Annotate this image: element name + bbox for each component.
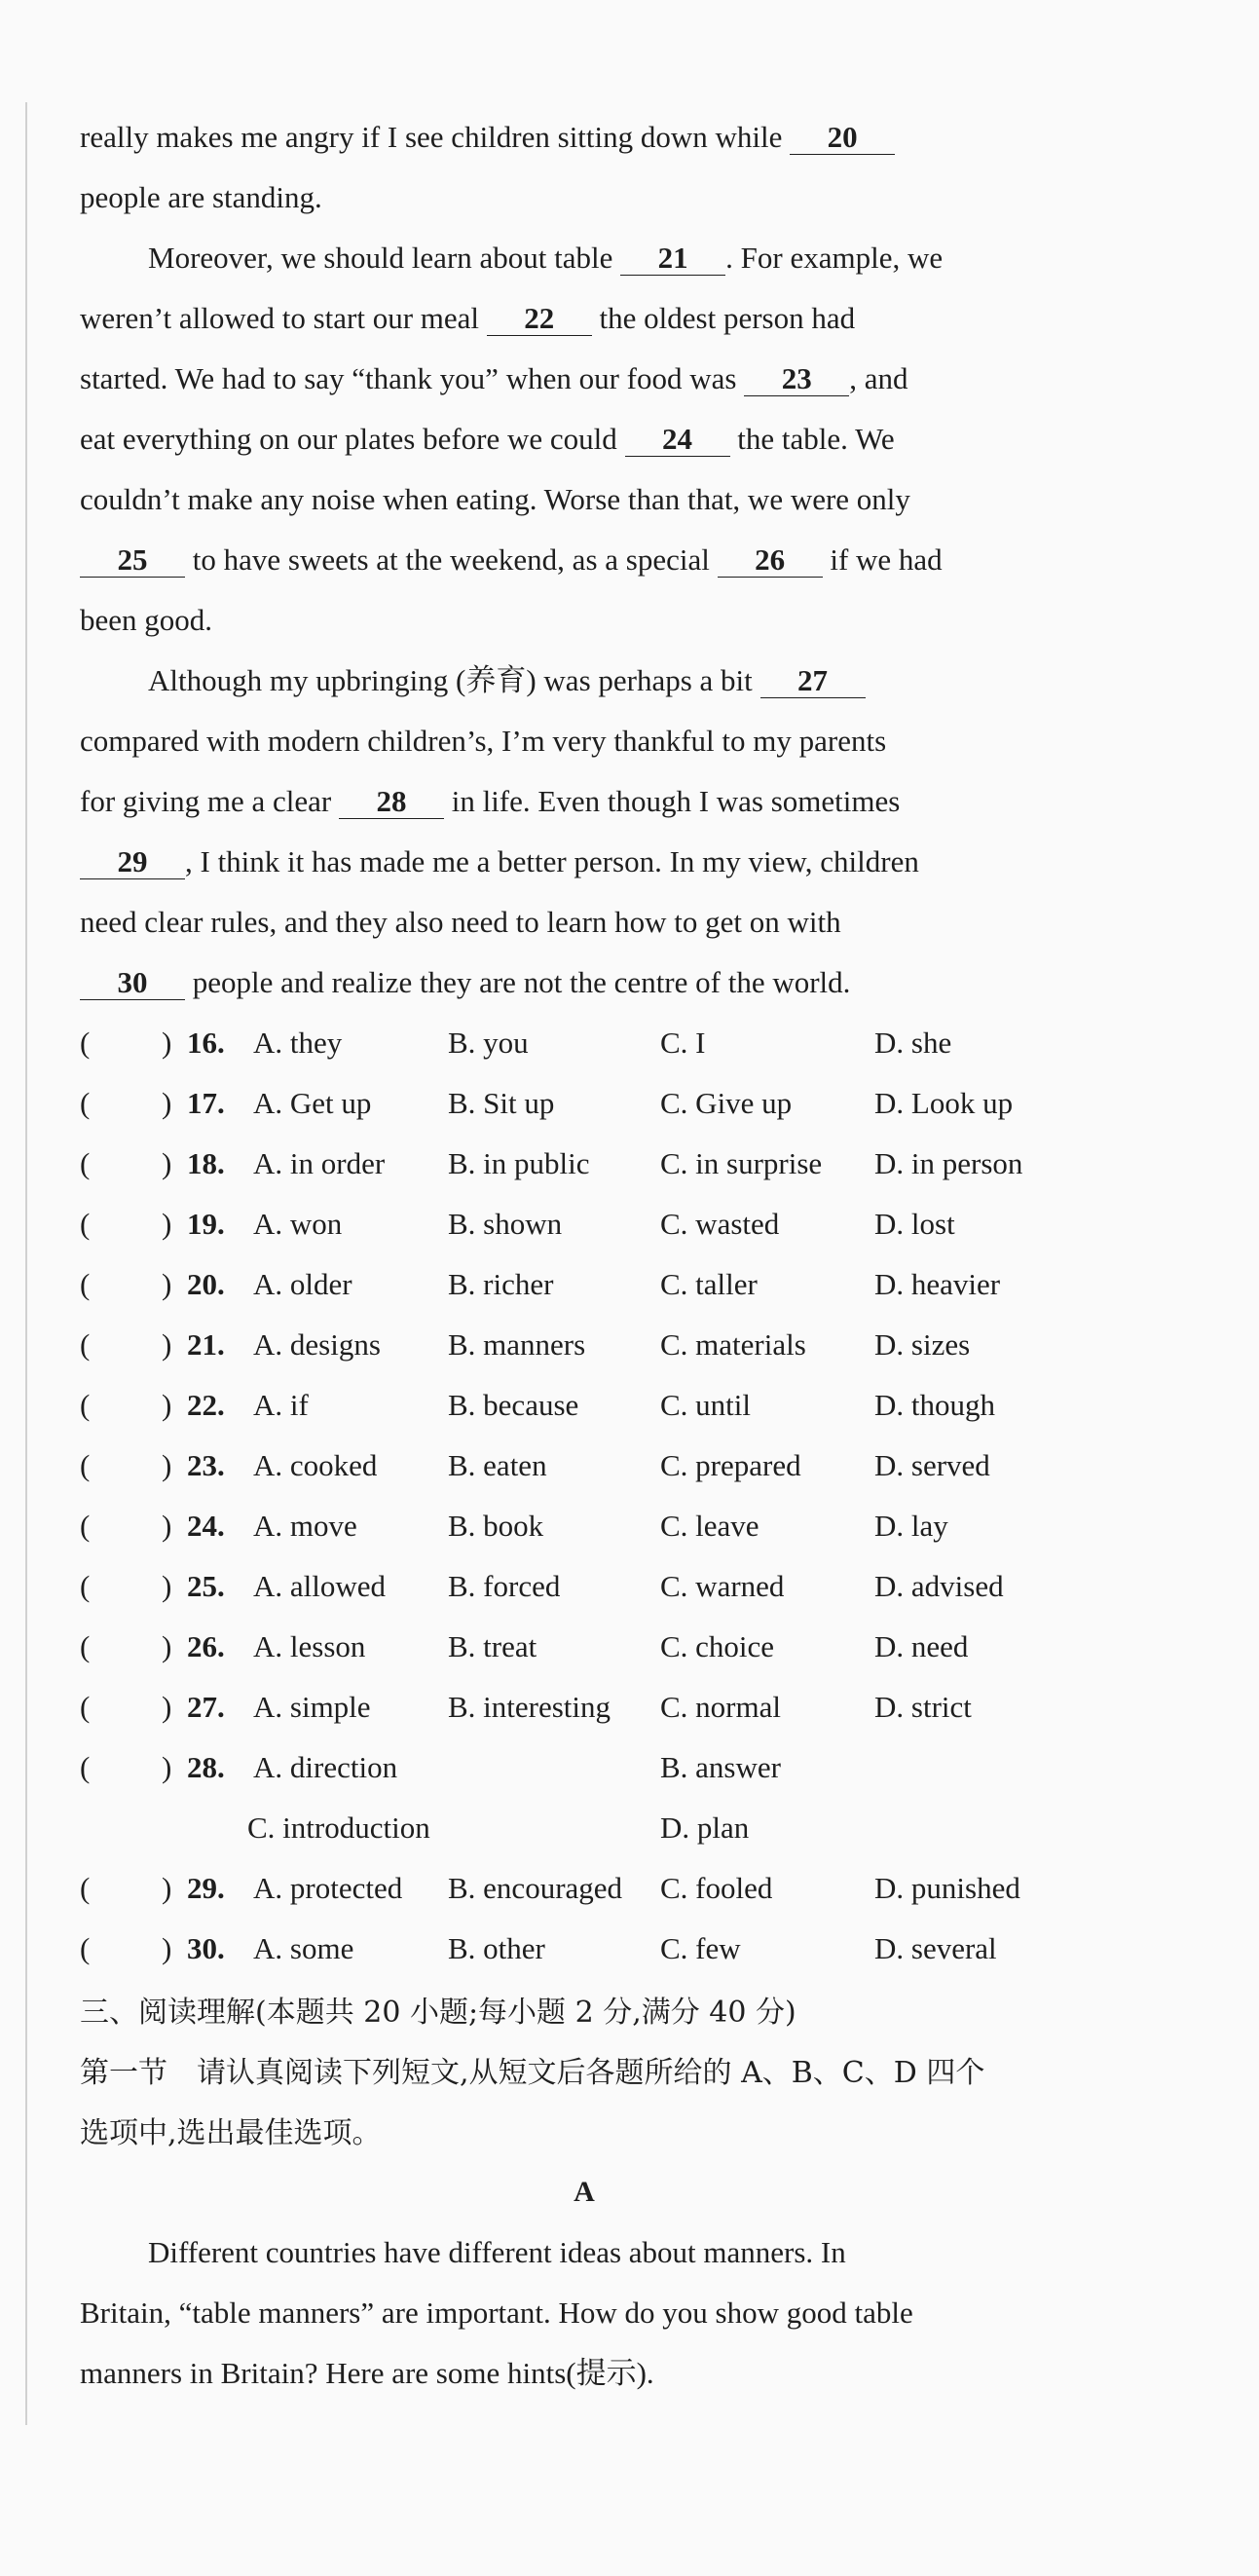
- answer-paren-close: ): [162, 1931, 172, 1965]
- question-row: [80, 1375, 1112, 1436]
- passage-line: been good.: [80, 603, 213, 637]
- passage-line: weren’t allowed to start our meal 22 the oldest person had: [80, 301, 856, 335]
- option-d: D. though: [874, 1388, 995, 1422]
- option-b: B. forced: [448, 1569, 561, 1603]
- question-row: [80, 1677, 1112, 1737]
- question-row: [80, 1134, 1112, 1194]
- option-c: C. few: [660, 1931, 741, 1965]
- option-d: D. need: [874, 1629, 969, 1663]
- question-row: [80, 1013, 1112, 1073]
- passage-line: Moreover, we should learn about table 21 . For example, we: [148, 241, 944, 275]
- answer-paren-close: ): [162, 1509, 172, 1543]
- passage-line: 29 , I think it has made me a better person. In my view, children: [80, 832, 1112, 892]
- option-b: B. interesting: [448, 1690, 611, 1724]
- question-number: 16.: [187, 1026, 225, 1060]
- option-b: B. Sit up: [448, 1086, 555, 1120]
- option-c: C. choice: [660, 1629, 775, 1663]
- option-a: A. designs: [253, 1327, 381, 1362]
- answer-paren-close: ): [162, 1569, 172, 1603]
- option-a: A. they: [253, 1026, 343, 1060]
- option-d: D. plan: [660, 1811, 750, 1845]
- passage-line: really makes me angry if I see children sitting down while 20: [80, 107, 1112, 168]
- answer-paren-open[interactable]: (: [80, 1690, 91, 1724]
- answer-paren-open[interactable]: (: [80, 1327, 91, 1362]
- option-c: C. until: [660, 1388, 752, 1422]
- option-d: D. advised: [874, 1569, 1004, 1603]
- option-a: A. Get up: [253, 1086, 372, 1120]
- passage-line: started. We had to say “thank you” when our food was 23 , and: [80, 361, 908, 395]
- question-row: [80, 1556, 1112, 1617]
- option-a: A. if: [253, 1388, 309, 1422]
- passage-line: for giving me a clear 28 in life. Even though I was sometimes: [80, 784, 901, 818]
- option-b: B. book: [448, 1509, 544, 1543]
- passage-a-line: manners in Britain? Here are some hints(提示).: [80, 2356, 654, 2390]
- option-b: B. you: [448, 1026, 529, 1060]
- question-row: [80, 1617, 1112, 1677]
- blank-27: 27: [760, 664, 866, 698]
- option-d: D. sizes: [874, 1327, 971, 1362]
- answer-paren-close: ): [162, 1388, 172, 1422]
- option-d: D. strict: [874, 1690, 972, 1724]
- option-d: D. lay: [874, 1509, 948, 1543]
- answer-paren-open[interactable]: (: [80, 1931, 91, 1965]
- passage-title: A: [574, 2176, 595, 2208]
- answer-paren-close: ): [162, 1146, 172, 1180]
- option-a: A. move: [253, 1509, 357, 1543]
- answer-paren-open[interactable]: (: [80, 1569, 91, 1603]
- option-c: C. taller: [660, 1267, 758, 1301]
- blank-23: 23: [744, 362, 849, 396]
- blank-25: 25: [80, 543, 185, 578]
- option-b: B. manners: [448, 1327, 586, 1362]
- option-b: B. in public: [448, 1146, 590, 1180]
- passage-line: need clear rules, and they also need to learn how to get on with: [80, 905, 841, 939]
- question-row: [80, 1254, 1112, 1315]
- answer-paren-close: ): [162, 1750, 172, 1784]
- option-d: D. heavier: [874, 1267, 1001, 1301]
- option-b: B. richer: [448, 1267, 554, 1301]
- option-c: B. answer: [660, 1750, 781, 1784]
- answer-paren-close: ): [162, 1086, 172, 1120]
- option-a: A. in order: [253, 1146, 386, 1180]
- answer-paren-open[interactable]: (: [80, 1871, 91, 1905]
- question-row: [80, 1858, 1112, 1919]
- answer-paren-open[interactable]: (: [80, 1026, 91, 1060]
- question-number: 23.: [187, 1448, 225, 1482]
- question-row: [80, 1737, 1112, 1798]
- option-b: B. other: [448, 1931, 545, 1965]
- option-a: A. allowed: [253, 1569, 387, 1603]
- option-a: A. simple: [253, 1690, 371, 1724]
- passage-a-line: Different countries have different ideas about manners. In: [148, 2235, 846, 2269]
- passage-line: eat everything on our plates before we could 24 the table. We: [80, 422, 895, 456]
- answer-paren-close: ): [162, 1026, 172, 1060]
- option-c: C. leave: [660, 1509, 759, 1543]
- option-b: B. encouraged: [448, 1871, 623, 1905]
- option-a: A. older: [253, 1267, 352, 1301]
- option-b: B. treat: [448, 1629, 537, 1663]
- option-c: C. normal: [660, 1690, 781, 1724]
- section-instruction-cont: 选项中,选出最佳选项。: [80, 2116, 382, 2150]
- question-row: [80, 1919, 1112, 1979]
- blank-24: 24: [625, 423, 730, 457]
- question-number: 27.: [187, 1690, 225, 1724]
- question-row: [80, 1315, 1112, 1375]
- answer-paren-close: ): [162, 1448, 172, 1482]
- answer-paren-close: ): [162, 1267, 172, 1301]
- question-row: [80, 1436, 1112, 1496]
- passage-line: Although my upbringing (养育) was perhaps a bit 27: [80, 651, 1112, 711]
- answer-paren-open[interactable]: (: [80, 1207, 91, 1241]
- answer-paren-close: ): [162, 1871, 172, 1905]
- option-c: C. fooled: [660, 1871, 773, 1905]
- option-d: D. in person: [874, 1146, 1023, 1180]
- option-b: B. shown: [448, 1207, 563, 1241]
- passage-line: people are standing.: [80, 180, 322, 214]
- answer-paren-close: ): [162, 1629, 172, 1663]
- option-d: D. lost: [874, 1207, 955, 1241]
- option-a: A. cooked: [253, 1448, 378, 1482]
- option-a: A. protected: [253, 1871, 403, 1905]
- answer-paren-open[interactable]: (: [80, 1509, 91, 1543]
- answer-paren-open[interactable]: (: [80, 1448, 91, 1482]
- blank-21: 21: [620, 242, 725, 276]
- option-a: A. lesson: [253, 1629, 366, 1663]
- question-number: 30.: [187, 1931, 225, 1965]
- answer-paren-open[interactable]: (: [80, 1750, 91, 1784]
- blank-28: 28: [339, 785, 444, 819]
- option-b: B. eaten: [448, 1448, 547, 1482]
- passage-line: 25 to have sweets at the weekend, as a special 26 if we had: [80, 530, 1112, 590]
- passage-line: couldn’t make any noise when eating. Worse than that, we were only: [80, 482, 910, 516]
- option-c: C. warned: [660, 1569, 785, 1603]
- question-number: 24.: [187, 1509, 225, 1543]
- option-d: D. served: [874, 1448, 990, 1482]
- question-number: 28.: [187, 1750, 225, 1784]
- option-d: D. punished: [874, 1871, 1020, 1905]
- option-d: D. she: [874, 1026, 952, 1060]
- question-row: [80, 1798, 1112, 1858]
- question-row: [80, 1073, 1112, 1134]
- answer-paren-close: ): [162, 1327, 172, 1362]
- option-c: C. Give up: [660, 1086, 793, 1120]
- option-c: C. materials: [660, 1327, 806, 1362]
- blank-26: 26: [718, 543, 823, 578]
- option-d: D. Look up: [874, 1086, 1014, 1120]
- question-number: 21.: [187, 1327, 225, 1362]
- option-c: C. introduction: [247, 1811, 430, 1845]
- question-number: 22.: [187, 1388, 225, 1422]
- option-c: C. in surprise: [660, 1146, 823, 1180]
- blank-20: 20: [790, 121, 895, 155]
- option-c: C. prepared: [660, 1448, 801, 1482]
- question-number: 29.: [187, 1871, 225, 1905]
- question-number: 26.: [187, 1629, 225, 1663]
- margin-rule: [25, 102, 27, 2425]
- passage-line: 30 people and realize they are not the centre of the world.: [80, 952, 1112, 1013]
- question-number: 20.: [187, 1267, 225, 1301]
- question-number: 17.: [187, 1086, 225, 1120]
- answer-paren-open[interactable]: (: [80, 1388, 91, 1422]
- question-number: 19.: [187, 1207, 225, 1241]
- answer-paren-open[interactable]: (: [80, 1267, 91, 1301]
- passage-a-line: Britain, “table manners” are important. How do you show good table: [80, 2296, 913, 2330]
- option-c: C. I: [660, 1026, 706, 1060]
- answer-paren-open[interactable]: (: [80, 1086, 91, 1120]
- option-d: D. several: [874, 1931, 997, 1965]
- passage-line: compared with modern children’s, I’m very thankful to my parents: [80, 724, 887, 758]
- answer-paren-close: ): [162, 1207, 172, 1241]
- option-a: A. direction: [253, 1750, 398, 1784]
- section-heading: 三、阅读理解(本题共 20 小题;每小题 2 分,满分 40 分): [80, 1996, 796, 2030]
- blank-29: 29: [80, 845, 185, 879]
- question-number: 18.: [187, 1146, 225, 1180]
- section-instruction: 第一节 请认真阅读下列短文,从短文后各题所给的 A、B、C、D 四个: [80, 2056, 985, 2090]
- answer-paren-open[interactable]: (: [80, 1146, 91, 1180]
- option-a: A. some: [253, 1931, 354, 1965]
- question-row: [80, 1194, 1112, 1254]
- option-a: A. won: [253, 1207, 343, 1241]
- question-row: [80, 1496, 1112, 1556]
- answer-paren-close: ): [162, 1690, 172, 1724]
- blank-22: 22: [487, 302, 592, 336]
- question-number: 25.: [187, 1569, 225, 1603]
- option-c: C. wasted: [660, 1207, 780, 1241]
- blank-30: 30: [80, 966, 185, 1000]
- option-b: B. because: [448, 1388, 579, 1422]
- answer-paren-open[interactable]: (: [80, 1629, 91, 1663]
